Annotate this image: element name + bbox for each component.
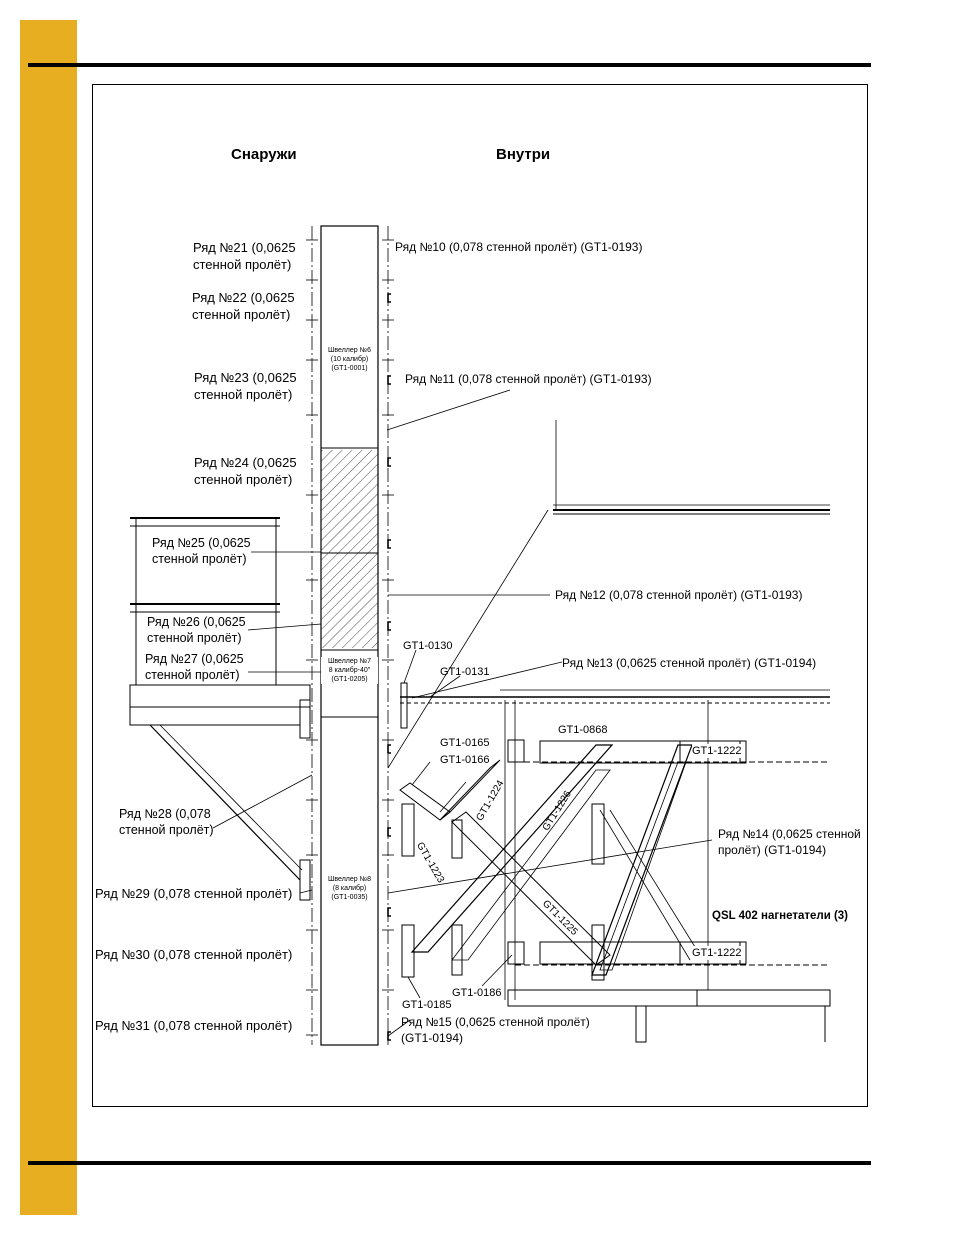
inside-structure [400, 420, 830, 1042]
row27-label: Ряд №27 (0,0625 стенной пролёт) [145, 652, 244, 682]
row23-label: Ряд №23 (0,0625 стенной пролёт) [194, 370, 297, 402]
part-gt1-0185: GT1-0185 [402, 999, 452, 1011]
row10-label: Ряд №10 (0,078 стенной пролёт) (GT1-0193) [395, 240, 643, 254]
fans-label: QSL 402 нагнетатели (3) [712, 910, 849, 922]
row31-label: Ряд №31 (0,078 стенной пролёт) [95, 1018, 293, 1033]
row11-label: Ряд №11 (0,078 стенной пролёт) (GT1-0193) [405, 372, 652, 386]
outside-heading: Снаружи [231, 146, 297, 163]
channel8-caption: Швеллер №8 (8 калибр) (GT1-0035) [327, 876, 372, 901]
part-gt1-0130: GT1-0130 [403, 640, 453, 652]
part-gt1-1223: GT1-1223 [414, 840, 447, 885]
row12-label: Ряд №12 (0,078 стенной пролёт) (GT1-0193) [555, 588, 803, 602]
part-gt1-0186: GT1-0186 [452, 987, 502, 999]
part-gt1-1224: GT1-1224 [474, 778, 507, 823]
row15-label: Ряд №15 (0,0625 стенной пролёт) (GT1-0194) [401, 1015, 590, 1045]
part-gt1-1226: GT1-1226 [540, 788, 574, 833]
row13-label: Ряд №13 (0,0625 стенной пролёт) (GT1-0194) [562, 656, 817, 670]
row24-label: Ряд №24 (0,0625 стенной пролёт) [194, 455, 297, 487]
outside-platform [130, 518, 310, 900]
row14-label: Ряд №14 (0,0625 стенной пролёт) (GT1-0194) [718, 827, 861, 857]
part-gt1-1222-top: GT1-1222 [692, 745, 742, 757]
part-gt1-0165: GT1-0165 [440, 737, 490, 749]
row26-label: Ряд №26 (0,0625 стенной пролёт) [147, 615, 246, 645]
part-gt1-1225: GT1-1225 [540, 898, 580, 938]
channel7-caption: Швеллер №7 8 калибр-40" (GT1-0205) [321, 657, 378, 684]
row30-label: Ряд №30 (0,078 стенной пролёт) [95, 947, 293, 962]
part-gt1-0131: GT1-0131 [440, 666, 490, 678]
row29-label: Ряд №29 (0,078 стенной пролёт) [95, 886, 293, 901]
row25-label: Ряд №25 (0,0625 стенной пролёт) [152, 536, 251, 566]
row28-label: Ряд №28 (0,078 стенной пролёт) [119, 807, 214, 837]
part-gt1-0868: GT1-0868 [558, 724, 608, 736]
inside-heading: Внутри [496, 146, 551, 163]
row22-label: Ряд №22 (0,0625 стенной пролёт) [192, 290, 295, 322]
channel6-caption: Швеллер №6 (10 калибр) (GT1-0001) [327, 347, 372, 372]
part-gt1-0166: GT1-0166 [440, 754, 490, 766]
hatched-panel [321, 450, 378, 648]
part-gt1-1222-bottom: GT1-1222 [692, 947, 742, 959]
row21-label: Ряд №21 (0,0625 стенной пролёт) [193, 240, 296, 272]
